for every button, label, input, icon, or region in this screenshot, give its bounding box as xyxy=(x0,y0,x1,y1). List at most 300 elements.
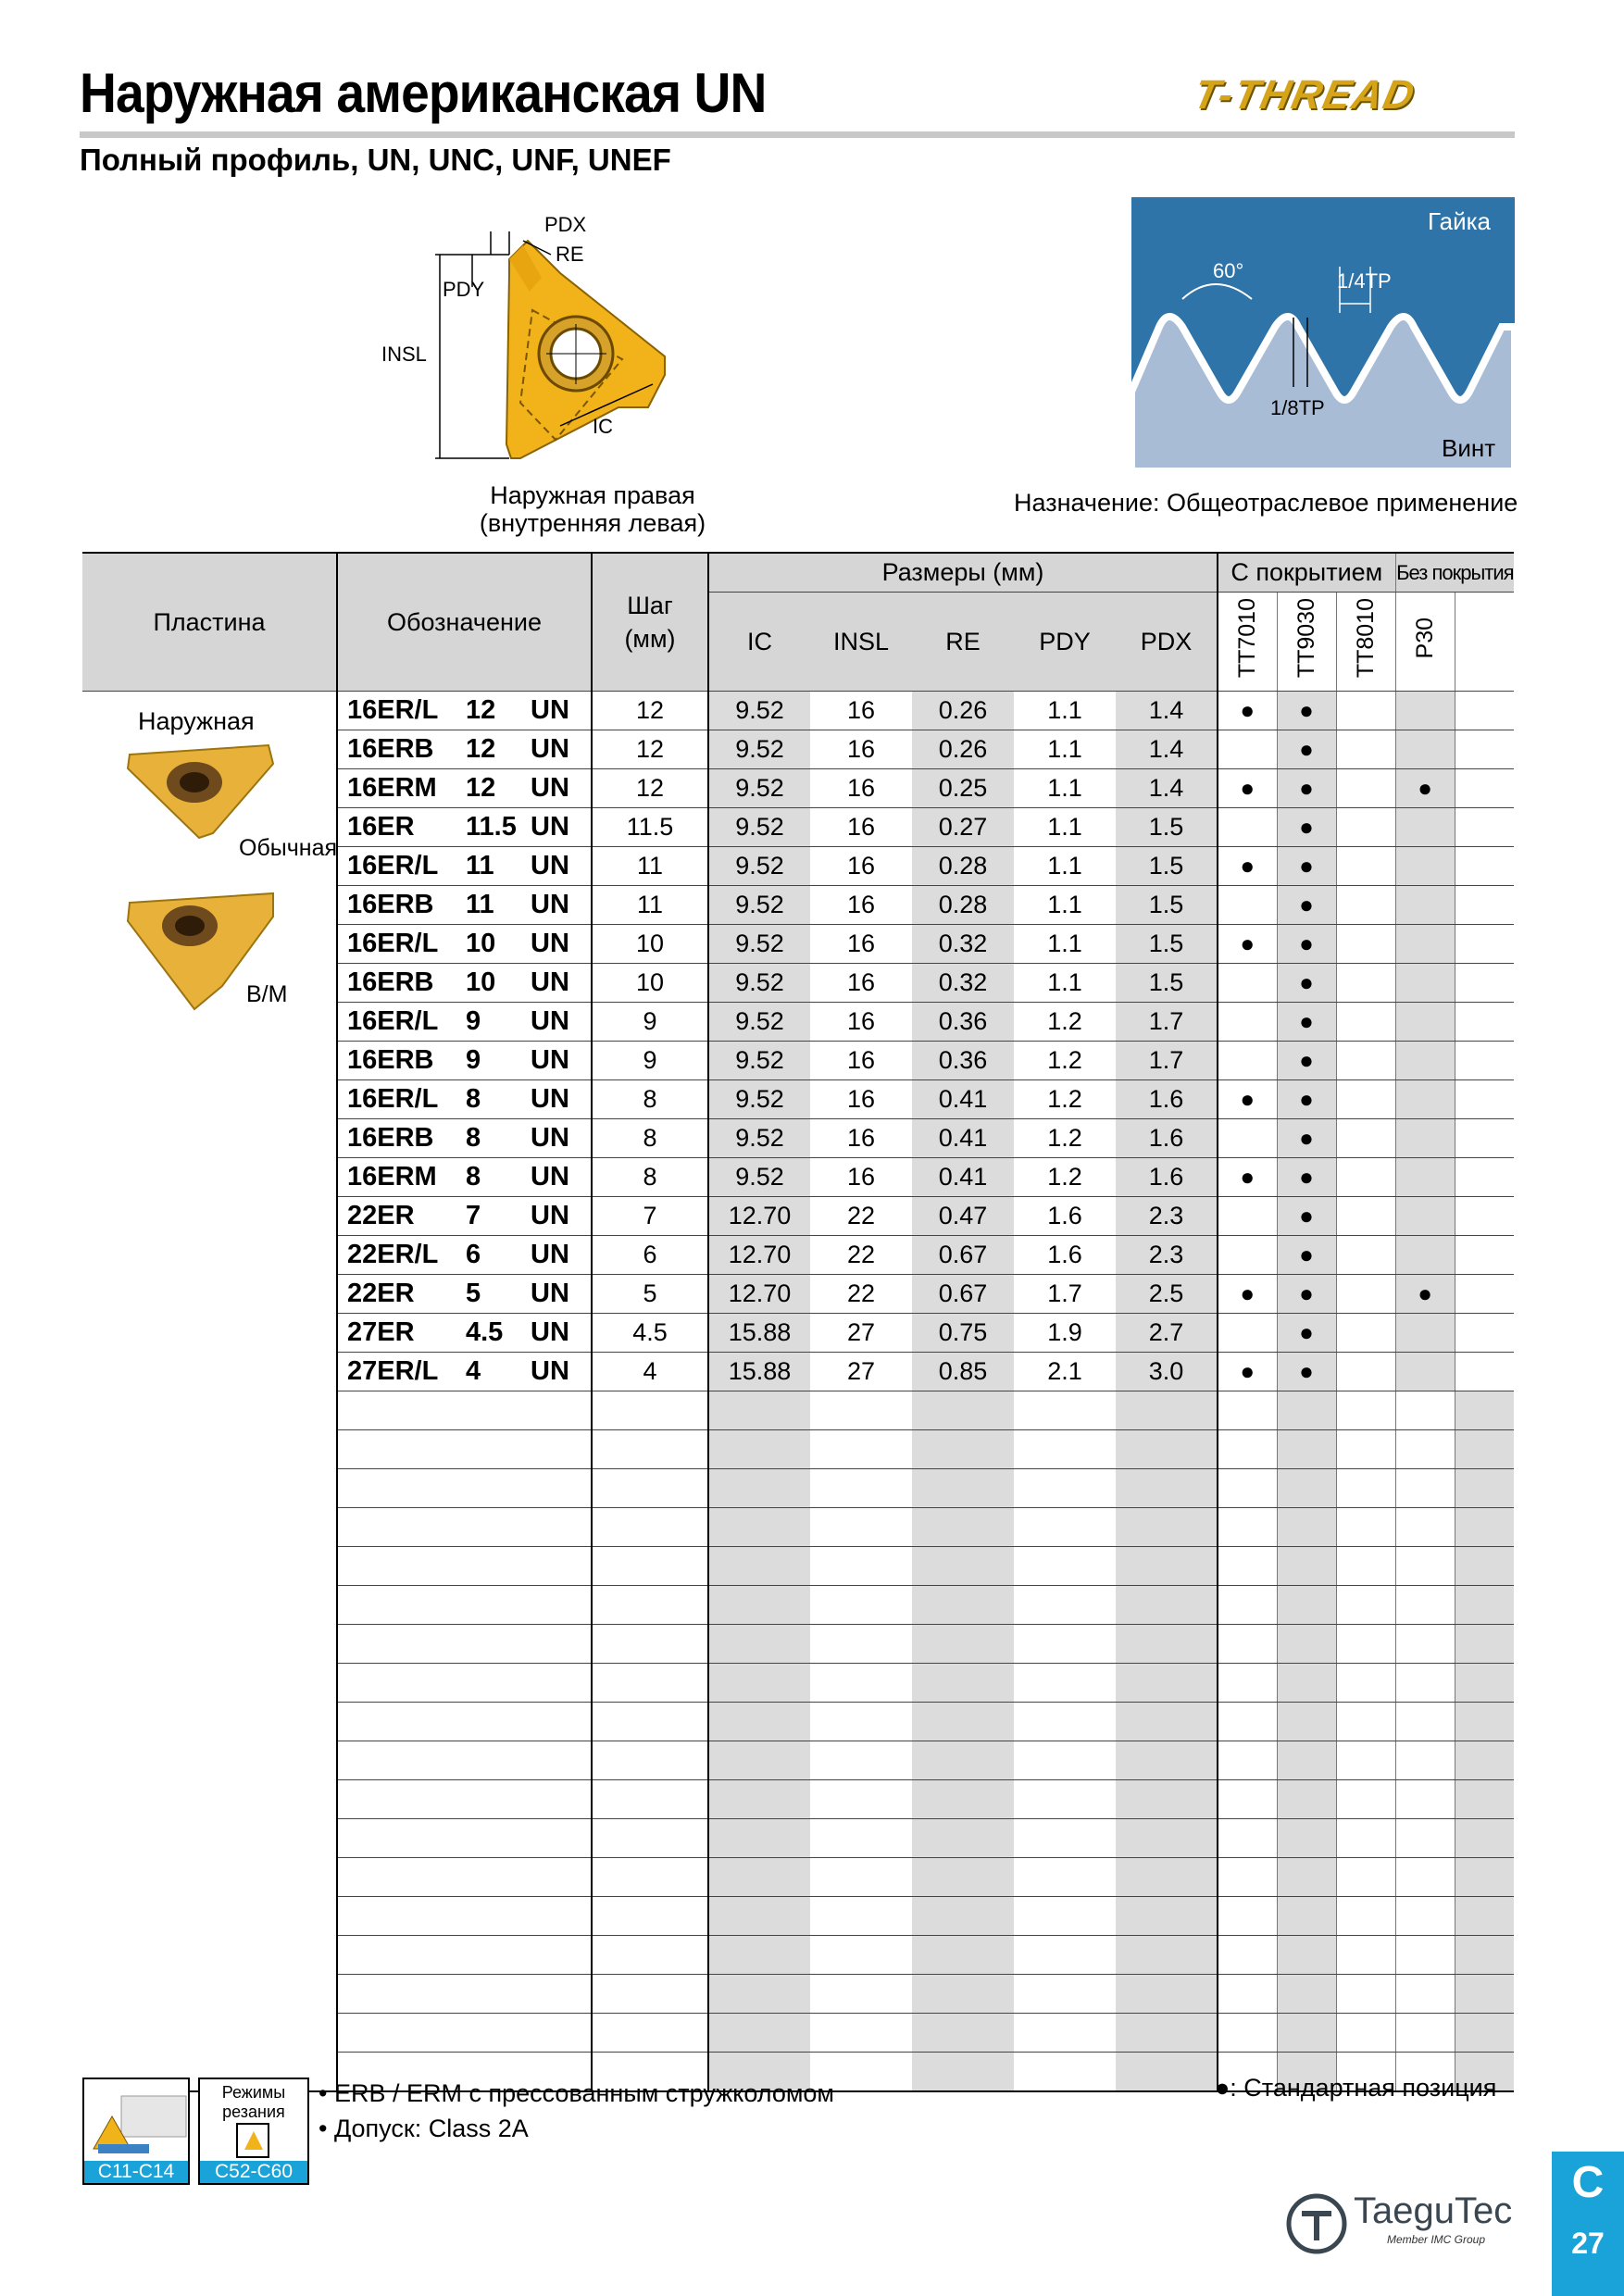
tt8010-cell xyxy=(1336,1080,1395,1119)
designation-cell xyxy=(337,886,592,925)
standard-item-dot: ● xyxy=(1299,1357,1314,1385)
empty-table-row xyxy=(82,1819,1514,1858)
nav-link-holders-label: C11-C14 xyxy=(84,2161,188,2183)
pitch-cell: 8 xyxy=(592,1080,708,1119)
ic-cell: 12.70 xyxy=(708,1197,810,1236)
header-insert: Пластина xyxy=(82,553,337,692)
empty-cell xyxy=(1336,1469,1395,1508)
nut-label: Гайка xyxy=(1428,207,1492,235)
empty-cell xyxy=(1455,1780,1514,1819)
standard-item-dot: ● xyxy=(1299,1318,1314,1346)
empty-cell xyxy=(1455,1664,1514,1703)
tt9030-cell xyxy=(1277,925,1336,964)
header-pitch-line1: Шаг xyxy=(627,592,673,619)
empty-cell xyxy=(1336,2014,1395,2053)
empty-cell xyxy=(912,1586,1014,1625)
ic-cell: 9.52 xyxy=(708,1042,810,1080)
pdx-cell: 1.6 xyxy=(1116,1119,1218,1158)
pdy-cell: 1.2 xyxy=(1014,1158,1116,1197)
empty-cell xyxy=(1455,1586,1514,1625)
tt9030-cell xyxy=(1277,1197,1336,1236)
empty-cell xyxy=(592,2014,708,2053)
spacer-cell xyxy=(1455,1080,1514,1119)
empty-table-row xyxy=(82,1664,1514,1703)
empty-cell xyxy=(810,1858,912,1897)
designation-standard: UN xyxy=(531,1045,569,1075)
pitch-cell: 9 xyxy=(592,1042,708,1080)
empty-cell xyxy=(1336,1664,1395,1703)
diagram-caption-line2: (внутренняя левая) xyxy=(479,509,706,537)
designation-pitch: 12 xyxy=(466,773,496,803)
header-tt9030: TT9030 xyxy=(1277,593,1336,692)
insert-dimension-diagram xyxy=(370,204,704,481)
standard-item-dot: ● xyxy=(1240,1085,1255,1113)
pdx-cell: 2.3 xyxy=(1116,1236,1218,1275)
empty-cell xyxy=(912,1469,1014,1508)
empty-cell xyxy=(1336,1780,1395,1819)
empty-cell xyxy=(810,1703,912,1741)
empty-cell xyxy=(912,1897,1014,1936)
insert-image-cell xyxy=(82,1353,337,1391)
empty-cell xyxy=(82,1586,337,1625)
note-tolerance: • Допуск: Class 2A xyxy=(319,2115,529,2142)
designation-pitch: 11 xyxy=(466,851,494,880)
nav-link-cutting-modes[interactable] xyxy=(198,2078,309,2185)
re-cell: 0.26 xyxy=(912,730,1014,769)
empty-cell xyxy=(912,1703,1014,1741)
standard-item-dot: ● xyxy=(1240,1279,1255,1307)
empty-cell xyxy=(337,1430,592,1469)
empty-cell xyxy=(708,1897,810,1936)
pdx-cell: 1.4 xyxy=(1116,769,1218,808)
empty-table-row xyxy=(82,1975,1514,2014)
empty-cell xyxy=(337,1469,592,1508)
empty-cell xyxy=(1014,1547,1116,1586)
ic-cell: 9.52 xyxy=(708,730,810,769)
designation-cell xyxy=(337,730,592,769)
empty-cell xyxy=(1455,1703,1514,1741)
designation-cell xyxy=(337,808,592,847)
empty-table-row xyxy=(82,1703,1514,1741)
empty-cell xyxy=(592,1625,708,1664)
designation-code: 22ER xyxy=(347,1201,415,1230)
ic-cell: 9.52 xyxy=(708,1080,810,1119)
empty-cell xyxy=(1277,1430,1336,1469)
standard-item-dot: ● xyxy=(1299,1124,1314,1152)
empty-cell xyxy=(1336,1897,1395,1936)
empty-table-row xyxy=(82,1391,1514,1430)
table-row xyxy=(82,1314,1514,1353)
tt7010-cell xyxy=(1218,1042,1277,1080)
tt8010-cell xyxy=(1336,964,1395,1003)
designation-standard: UN xyxy=(531,1279,569,1308)
designation-standard: UN xyxy=(531,695,569,725)
empty-cell xyxy=(1277,1703,1336,1741)
empty-cell xyxy=(337,1664,592,1703)
empty-cell xyxy=(337,1703,592,1741)
standard-item-dot: ● xyxy=(1299,696,1314,724)
p30-cell xyxy=(1395,1353,1455,1391)
empty-cell xyxy=(337,1508,592,1547)
empty-cell xyxy=(810,1508,912,1547)
pitch-cell: 8 xyxy=(592,1158,708,1197)
empty-cell xyxy=(592,1703,708,1741)
empty-cell xyxy=(1014,1508,1116,1547)
pdx-cell: 1.4 xyxy=(1116,730,1218,769)
insl-cell: 27 xyxy=(810,1314,912,1353)
pitch-cell: 4.5 xyxy=(592,1314,708,1353)
p30-cell xyxy=(1395,1275,1455,1314)
table-row xyxy=(82,769,1514,808)
insl-cell: 16 xyxy=(810,1042,912,1080)
tt9030-cell xyxy=(1277,730,1336,769)
tt7010-cell xyxy=(1218,964,1277,1003)
tt7010-cell xyxy=(1218,1314,1277,1353)
empty-cell xyxy=(1116,1703,1218,1741)
empty-cell xyxy=(82,1897,337,1936)
p30-cell xyxy=(1395,1236,1455,1275)
empty-cell xyxy=(1116,1391,1218,1430)
screw-label: Винт xyxy=(1442,434,1496,462)
header-designation: Обозначение xyxy=(337,553,592,692)
insl-cell: 16 xyxy=(810,808,912,847)
standard-item-dot: ● xyxy=(1299,735,1314,763)
tt7010-cell xyxy=(1218,692,1277,730)
empty-cell xyxy=(1116,1586,1218,1625)
empty-cell xyxy=(337,1897,592,1936)
pdy-cell: 1.2 xyxy=(1014,1119,1116,1158)
empty-table-row xyxy=(82,1469,1514,1508)
designation-standard: UN xyxy=(531,1356,569,1386)
designation-pitch: 4.5 xyxy=(466,1317,504,1347)
empty-cell xyxy=(592,1897,708,1936)
designation-pitch: 9 xyxy=(466,1006,481,1036)
empty-cell xyxy=(810,1975,912,2014)
title-underline xyxy=(80,131,1515,138)
holder-icon xyxy=(84,2079,188,2159)
empty-cell xyxy=(82,1664,337,1703)
empty-cell xyxy=(708,1547,810,1586)
insl-cell: 16 xyxy=(810,1158,912,1197)
tt7010-cell xyxy=(1218,1353,1277,1391)
header-dimensions: Размеры (мм) xyxy=(708,553,1218,593)
pdy-cell: 1.1 xyxy=(1014,730,1116,769)
p30-cell xyxy=(1395,808,1455,847)
designation-cell xyxy=(337,1236,592,1275)
purpose-note: Назначение: Общеотраслевое применение xyxy=(1014,489,1518,517)
empty-cell xyxy=(1336,1703,1395,1741)
designation-code: 16ERB xyxy=(347,1045,434,1075)
table-row xyxy=(82,1003,1514,1042)
empty-cell xyxy=(82,1780,337,1819)
empty-cell xyxy=(1116,1897,1218,1936)
tt9030-cell xyxy=(1277,964,1336,1003)
t-thread-logo: T-THREAD xyxy=(1189,72,1420,118)
table-row xyxy=(82,886,1514,925)
p30-cell xyxy=(1395,1119,1455,1158)
tt8010-cell xyxy=(1336,925,1395,964)
empty-cell xyxy=(810,1664,912,1703)
designation-standard: UN xyxy=(531,773,569,803)
pdy-label: PDY xyxy=(443,278,485,301)
pdx-cell: 2.7 xyxy=(1116,1314,1218,1353)
designation-cell xyxy=(337,1275,592,1314)
designation-standard: UN xyxy=(531,812,569,842)
insert-image-cell xyxy=(82,1314,337,1353)
empty-cell xyxy=(810,1625,912,1664)
empty-cell xyxy=(1455,1430,1514,1469)
empty-cell xyxy=(1455,1741,1514,1780)
empty-cell xyxy=(1116,1508,1218,1547)
empty-cell xyxy=(912,1780,1014,1819)
insl-cell: 16 xyxy=(810,886,912,925)
header-uncoated: Без покрытия xyxy=(1395,553,1514,593)
pdy-cell: 1.1 xyxy=(1014,886,1116,925)
empty-cell xyxy=(1014,1430,1116,1469)
empty-cell xyxy=(810,1741,912,1780)
empty-cell xyxy=(592,1508,708,1547)
designation-code: 22ER xyxy=(347,1279,415,1308)
p30-cell xyxy=(1395,730,1455,769)
standard-item-dot: ● xyxy=(1299,1241,1314,1268)
empty-cell xyxy=(337,1741,592,1780)
empty-cell xyxy=(912,1741,1014,1780)
pdy-cell: 1.6 xyxy=(1014,1236,1116,1275)
standard-item-dot: ● xyxy=(1299,774,1314,802)
empty-table-row xyxy=(82,1430,1514,1469)
empty-cell xyxy=(337,1391,592,1430)
ic-cell: 9.52 xyxy=(708,769,810,808)
designation-code: 16ER/L xyxy=(347,1084,439,1114)
empty-cell xyxy=(1014,1819,1116,1858)
tt7010-cell xyxy=(1218,1080,1277,1119)
insl-cell: 22 xyxy=(810,1197,912,1236)
empty-cell xyxy=(82,1547,337,1586)
empty-cell xyxy=(82,2014,337,2053)
empty-cell xyxy=(1014,1703,1116,1741)
re-cell: 0.36 xyxy=(912,1042,1014,1080)
tt8010-cell xyxy=(1336,1197,1395,1236)
empty-cell xyxy=(1014,1391,1116,1430)
spacer-cell xyxy=(1455,808,1514,847)
empty-cell xyxy=(1455,1625,1514,1664)
empty-cell xyxy=(82,1703,337,1741)
designation-cell xyxy=(337,847,592,886)
empty-cell xyxy=(1395,1547,1455,1586)
spacer-cell xyxy=(1455,769,1514,808)
designation-cell xyxy=(337,1353,592,1391)
empty-cell xyxy=(1277,1741,1336,1780)
standard-item-dot: ● xyxy=(1299,968,1314,996)
empty-cell xyxy=(708,1469,810,1508)
designation-code: 16ER/L xyxy=(347,851,439,880)
empty-cell xyxy=(1014,1975,1116,2014)
empty-cell xyxy=(592,1664,708,1703)
empty-cell xyxy=(1395,1819,1455,1858)
tt9030-cell xyxy=(1277,1119,1336,1158)
diagram-caption-line1: Наружная правая xyxy=(490,481,695,509)
insert-type-heading: Наружная xyxy=(138,707,255,735)
header-tt7010: TT7010 xyxy=(1218,593,1277,692)
empty-cell xyxy=(1395,1780,1455,1819)
insert-image-cell xyxy=(82,1197,337,1236)
table-row xyxy=(82,925,1514,964)
p30-cell xyxy=(1395,1197,1455,1236)
table-row xyxy=(82,1119,1514,1158)
empty-cell xyxy=(708,1508,810,1547)
designation-code: 27ER xyxy=(347,1317,415,1347)
pdy-cell: 1.9 xyxy=(1014,1314,1116,1353)
empty-cell xyxy=(1116,1858,1218,1897)
ic-cell: 9.52 xyxy=(708,847,810,886)
designation-standard: UN xyxy=(531,851,569,880)
empty-cell xyxy=(1116,1625,1218,1664)
p30-cell xyxy=(1395,925,1455,964)
spacer-cell xyxy=(1455,730,1514,769)
tt9030-cell xyxy=(1277,886,1336,925)
empty-cell xyxy=(1455,1975,1514,2014)
table-row xyxy=(82,1042,1514,1080)
empty-table-row xyxy=(82,1897,1514,1936)
table-row xyxy=(82,1080,1514,1119)
empty-cell xyxy=(708,1858,810,1897)
designation-standard: UN xyxy=(531,967,569,997)
empty-cell xyxy=(1395,1741,1455,1780)
empty-table-row xyxy=(82,1780,1514,1819)
empty-cell xyxy=(1218,1664,1277,1703)
pdy-cell: 1.2 xyxy=(1014,1042,1116,1080)
insl-cell: 16 xyxy=(810,730,912,769)
header-pdy: PDY xyxy=(1014,593,1116,692)
empty-cell xyxy=(1218,1975,1277,2014)
spacer-cell xyxy=(1455,1119,1514,1158)
empty-cell xyxy=(912,1625,1014,1664)
designation-pitch: 5 xyxy=(466,1279,481,1308)
standard-item-dot: ● xyxy=(1299,1085,1314,1113)
ic-label: IC xyxy=(593,415,613,438)
empty-cell xyxy=(1336,1586,1395,1625)
re-cell: 0.67 xyxy=(912,1236,1014,1275)
standard-item-dot: ● xyxy=(1299,891,1314,918)
spacer-cell xyxy=(1455,1236,1514,1275)
tt9030-cell xyxy=(1277,1158,1336,1197)
designation-code: 16ER/L xyxy=(347,929,439,958)
pdx-cell: 2.5 xyxy=(1116,1275,1218,1314)
empty-cell xyxy=(1116,1430,1218,1469)
empty-cell xyxy=(1336,1547,1395,1586)
pitch-cell: 9 xyxy=(592,1003,708,1042)
empty-cell xyxy=(1116,1819,1218,1858)
empty-cell xyxy=(592,1586,708,1625)
designation-cell xyxy=(337,692,592,730)
section-letter: C xyxy=(1571,2158,1605,2207)
empty-cell xyxy=(592,1469,708,1508)
tt9030-cell xyxy=(1277,1353,1336,1391)
empty-cell xyxy=(810,1586,912,1625)
empty-cell xyxy=(1395,1586,1455,1625)
tt9030-cell xyxy=(1277,1080,1336,1119)
pdy-cell: 1.1 xyxy=(1014,808,1116,847)
tt7010-cell xyxy=(1218,808,1277,847)
p30-cell xyxy=(1395,847,1455,886)
designation-code: 22ER/L xyxy=(347,1240,439,1269)
empty-cell xyxy=(810,1469,912,1508)
nav-link-holders[interactable] xyxy=(82,2078,190,2185)
tt8010-cell xyxy=(1336,886,1395,925)
designation-pitch: 12 xyxy=(466,695,496,725)
designation-code: 16ER/L xyxy=(347,695,439,725)
empty-cell xyxy=(708,1741,810,1780)
empty-cell xyxy=(912,1508,1014,1547)
re-cell: 0.32 xyxy=(912,925,1014,964)
pdy-cell: 1.2 xyxy=(1014,1003,1116,1042)
tt7010-cell xyxy=(1218,925,1277,964)
empty-cell xyxy=(1336,1858,1395,1897)
section-tab[interactable] xyxy=(1552,2152,1624,2296)
standard-item-dot: ● xyxy=(1240,1163,1255,1191)
spacer-cell xyxy=(1455,1275,1514,1314)
spacer-cell xyxy=(1455,1314,1514,1353)
empty-cell xyxy=(1218,1780,1277,1819)
empty-cell xyxy=(1277,1780,1336,1819)
re-cell: 0.27 xyxy=(912,808,1014,847)
tt7010-cell xyxy=(1218,769,1277,808)
pdx-label: PDX xyxy=(544,213,587,236)
empty-cell xyxy=(1336,1430,1395,1469)
re-cell: 0.28 xyxy=(912,847,1014,886)
spacer-cell xyxy=(1455,964,1514,1003)
insl-cell: 27 xyxy=(810,1353,912,1391)
empty-cell xyxy=(1277,1586,1336,1625)
empty-cell xyxy=(1277,1897,1336,1936)
spacer-cell xyxy=(1455,847,1514,886)
empty-cell xyxy=(1277,1391,1336,1430)
pdx-cell: 1.5 xyxy=(1116,847,1218,886)
tt8010-cell xyxy=(1336,692,1395,730)
re-cell: 0.47 xyxy=(912,1197,1014,1236)
spacer-cell xyxy=(1455,886,1514,925)
header-insl: INSL xyxy=(810,593,912,692)
standard-item-dot: ● xyxy=(1299,1007,1314,1035)
empty-cell xyxy=(1116,1664,1218,1703)
empty-cell xyxy=(1014,1586,1116,1625)
empty-cell xyxy=(1218,1391,1277,1430)
header-ic: IC xyxy=(708,593,810,692)
empty-cell xyxy=(1014,1858,1116,1897)
re-cell: 0.41 xyxy=(912,1158,1014,1197)
designation-standard: UN xyxy=(531,1162,569,1192)
pdx-cell: 1.5 xyxy=(1116,886,1218,925)
pdx-cell: 1.6 xyxy=(1116,1158,1218,1197)
insert-image-cell xyxy=(82,1119,337,1158)
designation-code: 16ER/L xyxy=(347,1006,439,1036)
re-cell: 0.67 xyxy=(912,1275,1014,1314)
empty-cell xyxy=(592,1430,708,1469)
empty-cell xyxy=(337,1547,592,1586)
p30-cell xyxy=(1395,1314,1455,1353)
empty-cell xyxy=(337,1586,592,1625)
bm-insert-label: B/M xyxy=(246,981,288,1007)
empty-cell xyxy=(1277,1469,1336,1508)
spacer-cell xyxy=(1455,692,1514,730)
empty-cell xyxy=(1014,1469,1116,1508)
tt8010-cell xyxy=(1336,769,1395,808)
insl-cell: 16 xyxy=(810,1003,912,1042)
angle-label: 60° xyxy=(1213,259,1244,282)
empty-cell xyxy=(1395,1936,1455,1975)
header-pdx: PDX xyxy=(1116,593,1218,692)
designation-cell xyxy=(337,1003,592,1042)
